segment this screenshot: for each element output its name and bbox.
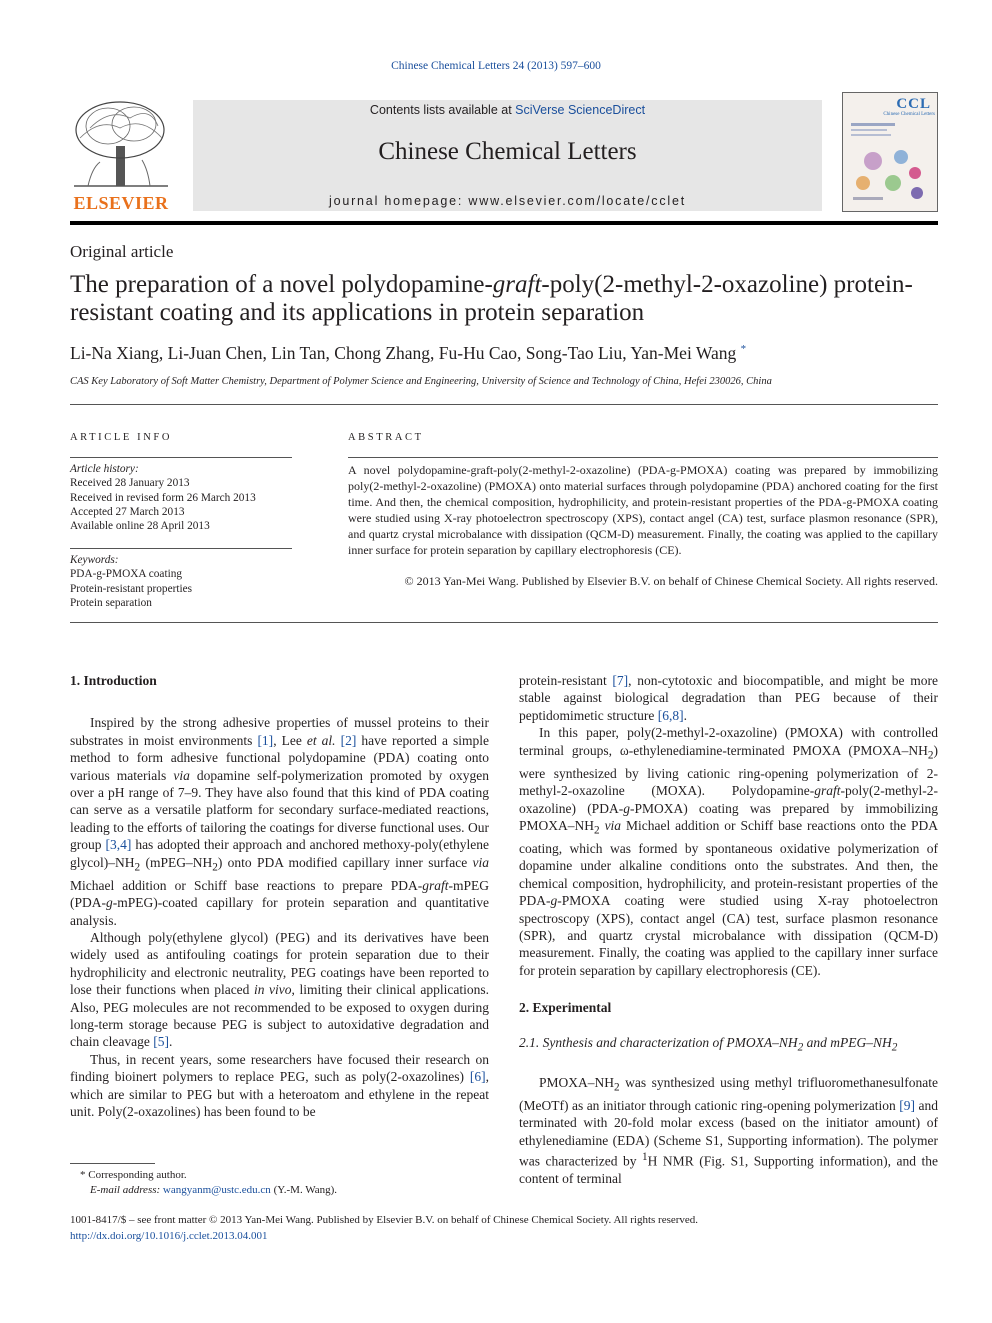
footnote-mark: *	[80, 1169, 86, 1181]
abstract-copyright: © 2013 Yan-Mei Wang. Published by Elsevier B.V. on behalf of Chinese Chemical Society. All rights reserved.	[404, 574, 938, 588]
keyword-item: Protein-resistant properties	[70, 582, 193, 595]
footnote	[70, 1168, 489, 1197]
paragraph: In this paper, poly(2-methyl-2-oxazoline) (PMOXA) with controlled terminal groups, ω-ethylenediamine-terminated PMOXA $(PMOXA-NH_2)$ were synthesized by living cationic ring-opening polymerization of 2-methyl-2-oxazoline (MOXA). Polydopamine-graft-poly(2-methyl-2-oxazoline) (PDA-g-PMOXA) coating was prepared by immobilizing PMOXA–$NH_2$ via Michael addition or Schiff base reactions onto the PDA coating, which was formed by spontaneous oxidative polymerization of dopamine under alkaline conditions onto the substrates. And then, the chemical composition, hydrophilicity, and protein-resistant properties of the PDA-g-PMOXA coating were studied using X-ray photoelectron spectroscopy (XPS), contact angel (CA) test, surface plasmon resonance (SPR), and quartz crystal microbalance with dissipation (QCM-D) measurement. Finally, the coating was applied to the capillary inner surface for protein separation by capillary electrophoresis (CE).	[519, 725, 939, 978]
keywords	[70, 553, 292, 610]
sciencedirect-link[interactable]: SciVerse ScienceDirect	[515, 103, 646, 117]
doi-link[interactable]: http://dx.doi.org/10.1016/j.cclet.2013.04.001	[70, 1229, 268, 1242]
email-label: E-mail address:	[90, 1183, 163, 1196]
article-history	[70, 462, 292, 533]
cover-graphic-icon	[843, 121, 937, 209]
authors	[70, 343, 746, 364]
divider	[70, 548, 292, 549]
paragraph: Inspired by the strong adhesive properties of mussel proteins to their substrates in moist environments [1], Lee et al. [2] have reported a simple method to form adhesive functional polydopamine (PDA) coating onto various materials via dopamine self-polymerization promoted by oxygen over a pH range of 7–9. They have also found that this kind of PDA coating can serve as a versatile platform for secondary surface-mediated reactions, leading to the efforts of tailoring the coatings for diverse functional uses. Our group [3,4] has adopted their approach and anchored methoxy-poly(ethylene $glycol)-NH_2$ $(mPEG-NH_2)$ onto PDA modified capillary inner surface via Michael addition or Schiff base reactions to prepare PDA-graft-mPEG (PDA-g-mPEG)-coated capillary for protein separation and quantitative analysis.	[70, 715, 490, 928]
section-heading: 1. Introduction	[70, 673, 157, 688]
footnote-label: Corresponding author.	[88, 1169, 187, 1181]
paragraph: protein-resistant [7], non-cytotoxic and biocompatible, and might be more stable against biological degradation than PEG because of their peptidomimetic structure [6,8].	[519, 673, 938, 723]
front-matter	[70, 1213, 938, 1244]
corresponding-mark[interactable]: *	[740, 343, 747, 356]
journal-homepage[interactable]: journal homepage: www.elsevier.com/locate/cclet	[329, 194, 686, 208]
author-list: Li-Na Xiang, Li-Juan Chen, Lin Tan, Chong Zhang, Fu-Hu Cao, Song-Tao Liu, Yan-Mei Wang	[70, 343, 737, 363]
email-link[interactable]: wangyanm@ustc.edu.cn	[162, 1183, 271, 1196]
paragraph: PMOXA–$NH_2$ was synthesized using methyl trifluoromethanesulfonate (MeOTf) as an initiator through cationic ring-opening polymerization [9] and terminated with 20-fold molar excess (based on the initiator amount) of ethylenediamine (EDA) (Scheme S1, Supporting information). The polymer was characterized by $^1$H NMR (Fig. S1, Supporting information), and the content of terminal	[519, 1074, 938, 1186]
keyword-item: PDA-g-PMOXA coating	[70, 568, 183, 581]
divider	[70, 457, 292, 458]
paragraph: Although poly(ethylene glycol) (PEG) and its derivatives have been widely used as antifouling coatings for protein separation due to their hydrophilicity and electronic neutrality, PEG coatings have been reported to lose their functions when placed in vivo, limiting their clinical applications. Also, PEG molecules are not recommended to be exposed to oxygen during long-term storage because PEG is subject to autoxidative degradation and chain cleavage [5].	[70, 929, 489, 1050]
abstract-heading: ABSTRACT	[348, 432, 424, 443]
keyword-item: Protein separation	[70, 596, 152, 609]
section-heading: 2. Experimental	[519, 1000, 612, 1016]
elsevier-logo	[70, 98, 172, 214]
affiliation: CAS Key Laboratory of Soft Matter Chemistry, Department of Polymer Science and Engineering, University of Science and Technology of China, Hefei 230026, China	[70, 376, 772, 387]
paragraph: Thus, in recent years, some researchers have focused their research on finding bioinert polymers to replace PEG, such as poly(2-oxazolines) [6], which are similar to PEG but with a heteroatom and ethylene in the repeat unit. Poly(2-oxazolines) has been found to be	[70, 1051, 489, 1120]
journal-cover-thumbnail	[842, 92, 938, 212]
title-part: -poly(2-methyl-2-oxazoline) protein-resistant coating and its applications in protein separation	[70, 271, 913, 326]
issn-line: 1001-8417/$ – see front matter © 2013 Yan-Mei Wang. Published by Elsevier B.V. on behalf of Chinese Chemical Society. All rights reserved.	[70, 1214, 699, 1226]
article-type: Original article	[70, 242, 174, 261]
divider	[348, 457, 938, 458]
elsevier-wordmark: ELSEVIER	[73, 193, 169, 213]
header-rule	[70, 221, 938, 225]
history-label: Article history:	[70, 463, 139, 475]
contents-line	[193, 103, 822, 117]
citation-link[interactable]: [7]	[612, 673, 629, 688]
elsevier-tree-icon	[70, 98, 172, 194]
email-suffix: (Y.-M. Wang).	[270, 1183, 338, 1196]
cover-abbrev: CCL	[896, 96, 931, 112]
body-column-left	[70, 672, 489, 1120]
journal-title: Chinese Chemical Letters	[378, 138, 637, 165]
abstract-text: A novel polydopamine-graft-poly(2-methyl-2-oxazoline) (PDA-g-PMOXA) coating was prepared by immobilizing poly(2-methyl-2-oxazoline) (PMOXA) onto material surfaces through polydopamine (PDA) anchored coating for the first time. And then, the chemical composition, hydrophilicity, and protein-resistant properties of the PDA-g-PMOXA coating were studied using X-ray photoelectron spectroscopy (XPS), contact angel (CA) test, surface plasmon resonance (SPR), and quartz crystal microbalance with dissipation (QCM-D) measurement. Finally, the coating was applied to the capillary inner surface for protein separation by capillary electrophoresis (CE).	[348, 463, 938, 557]
keywords-label: Keywords:	[70, 554, 119, 566]
cover-journal-name: Chinese Chemical Letters	[883, 112, 935, 117]
divider	[70, 404, 938, 405]
article-info-heading: ARTICLE INFO	[70, 432, 173, 443]
citation-link[interactable]: [3,4]	[105, 837, 132, 853]
history-accepted: Accepted 27 March 2013	[70, 505, 185, 518]
citation-link[interactable]: [5]	[153, 1034, 169, 1050]
footnote-rule	[70, 1163, 155, 1164]
citation-link[interactable]: [1]	[257, 732, 274, 748]
subsection-heading: 2.1. Synthesis and characterization of PMOXA–$NH_2$ and mPEG–$NH_2$	[519, 1034, 898, 1054]
contents-prefix: Contents lists available at	[369, 103, 516, 117]
title-part: The preparation of a novel polydopamine-	[70, 271, 493, 298]
history-online: Available online 28 April 2013	[70, 520, 210, 533]
divider	[70, 622, 938, 623]
body-column-right	[519, 672, 938, 1187]
history-revised: Received in revised form 26 March 2013	[70, 491, 256, 504]
history-received: Received 28 January 2013	[70, 477, 190, 490]
title-graft: graft	[492, 271, 542, 298]
citation-link[interactable]: [9]	[899, 1097, 916, 1113]
citation-link[interactable]: [6,8]	[657, 707, 684, 723]
article-title	[70, 271, 938, 327]
citation-link[interactable]: [2]	[340, 732, 357, 748]
journal-citation[interactable]: Chinese Chemical Letters 24 (2013) 597–600	[391, 60, 601, 72]
citation-link[interactable]: [6]	[469, 1069, 486, 1085]
journal-banner	[193, 100, 822, 211]
